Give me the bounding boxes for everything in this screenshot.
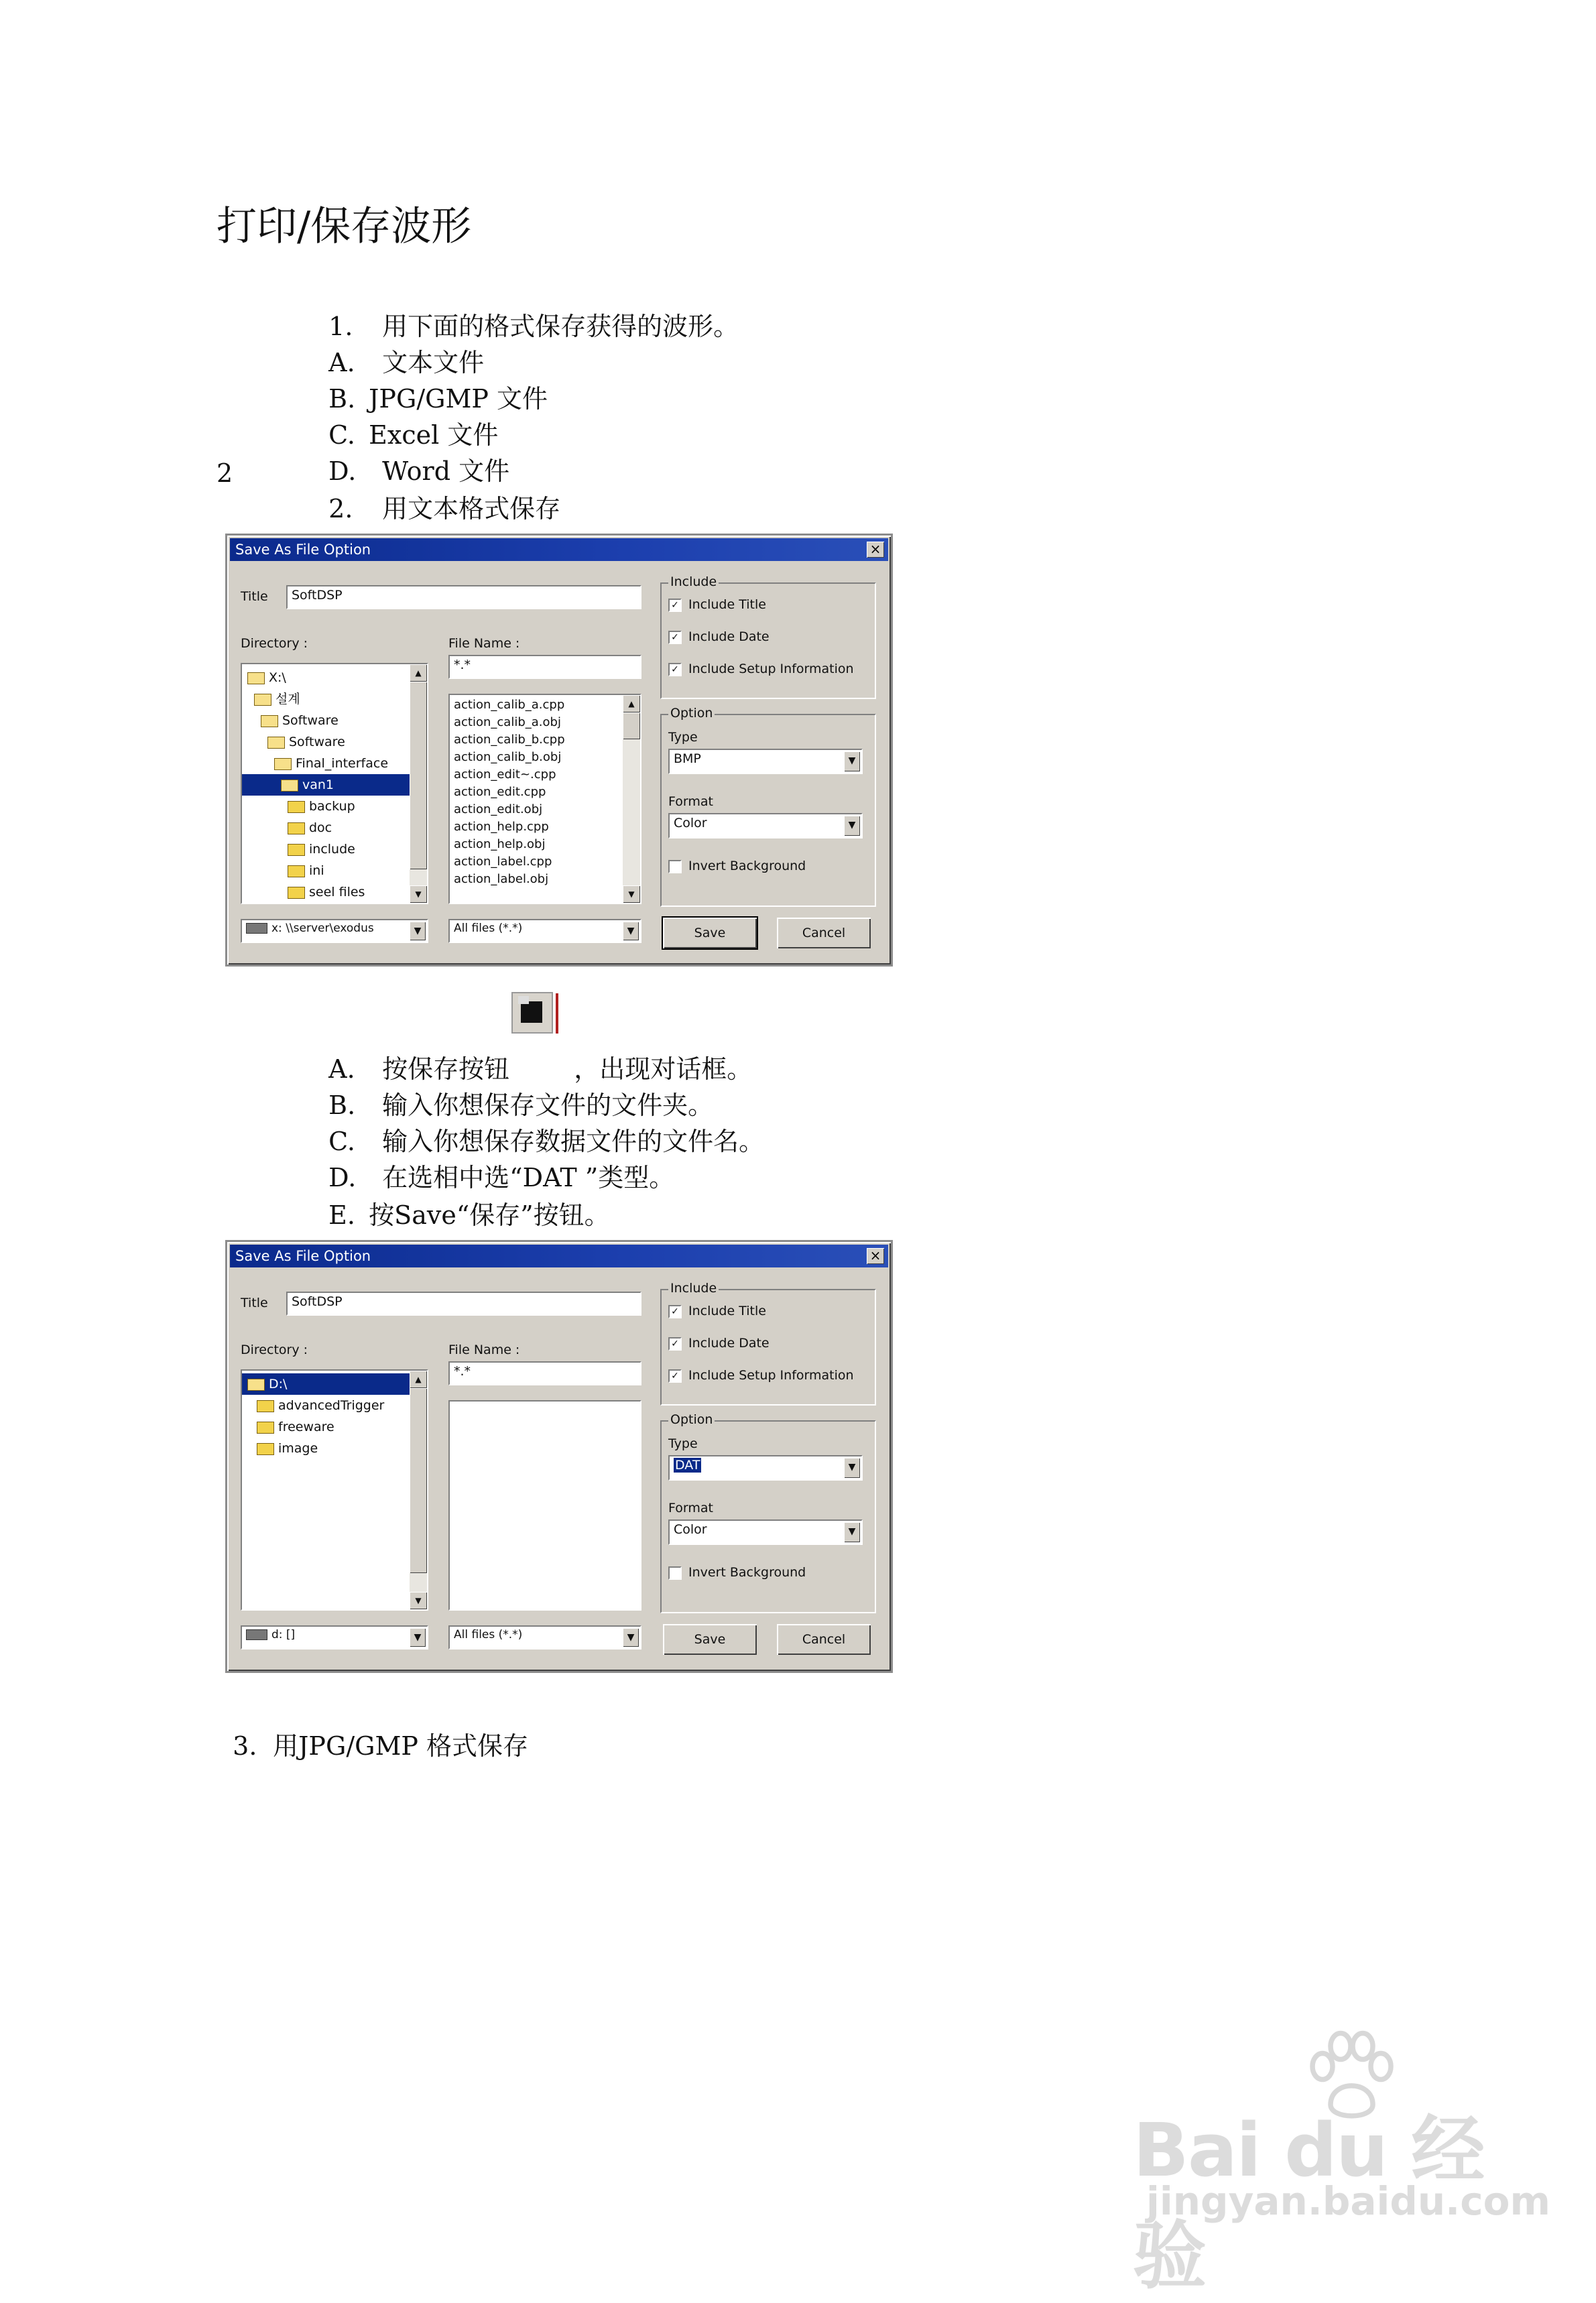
list-item-2: [312, 458, 560, 525]
step-text: 按Save“保存”按钮。: [369, 1200, 610, 1230]
chevron-down-icon[interactable]: ▼: [623, 922, 639, 940]
sub-text: JPG/GMP 文件: [369, 384, 548, 414]
checkbox-label: Include Title: [688, 597, 766, 612]
floppy-disk-shape: [521, 1001, 542, 1023]
step-e: [312, 1165, 610, 1231]
chevron-down-icon[interactable]: ▼: [844, 1458, 860, 1478]
sub-text: Excel 文件: [369, 420, 499, 450]
format-select[interactable]: [668, 1519, 863, 1545]
directory-label: Directory :: [241, 636, 308, 651]
file-item[interactable]: action_calib_a.cpp: [454, 698, 565, 712]
directory-item[interactable]: [242, 688, 427, 710]
directory-item[interactable]: [242, 1416, 427, 1438]
checkbox-icon: ✓: [668, 1305, 682, 1318]
drive-select[interactable]: [241, 919, 428, 943]
filter-value: All files (*.*): [454, 922, 523, 935]
file-item[interactable]: action_label.cpp: [454, 855, 552, 869]
format-label: Format: [668, 1501, 713, 1515]
folder-open-icon: [247, 1379, 265, 1391]
file-item[interactable]: action_help.obj: [454, 837, 546, 851]
drive-select[interactable]: [241, 1625, 428, 1650]
watermark-brand: Bai du 经验: [1133, 2107, 1484, 2299]
directory-item[interactable]: [242, 710, 427, 731]
baidu-watermark: [1133, 2024, 1550, 2299]
folder-open-icon: [267, 737, 285, 749]
folder-icon: [288, 801, 305, 813]
scroll-up-icon[interactable]: ▲: [623, 695, 640, 712]
step-marker: E.: [328, 1200, 355, 1230]
option-group-title: Option: [668, 1412, 715, 1427]
directory-item[interactable]: [242, 1395, 427, 1416]
save-button[interactable]: Save: [663, 918, 757, 948]
directory-item-selected[interactable]: [242, 1373, 410, 1395]
checkbox-icon: [668, 1566, 682, 1580]
format-select[interactable]: [668, 813, 863, 838]
folder-open-icon: [281, 780, 298, 792]
include-date-checkbox[interactable]: [668, 1336, 770, 1351]
drive-value: x: \\server\exodus: [271, 922, 374, 935]
list-marker: 3.: [233, 1731, 257, 1761]
folder-icon: [257, 1443, 274, 1455]
directory-item[interactable]: [242, 1438, 427, 1459]
step-text: 在选相中选“DAT ”类型。: [382, 1163, 675, 1192]
chevron-down-icon[interactable]: ▼: [844, 1522, 860, 1542]
directory-item[interactable]: [242, 753, 427, 774]
save-floppy-icon: [511, 992, 553, 1034]
checkbox-icon: [668, 860, 682, 873]
watermark-url: jingyan.baidu.com: [1146, 2178, 1550, 2224]
include-setup-checkbox[interactable]: [668, 1368, 854, 1383]
folder-open-icon: [274, 758, 292, 770]
folder-icon: [257, 1422, 274, 1434]
step-text: 输入你想保存文件的文件夹。: [382, 1091, 714, 1120]
directory-label: Directory :: [241, 1343, 308, 1357]
step-text: ，出现对话框。: [574, 1054, 753, 1084]
include-title-checkbox[interactable]: [668, 1304, 766, 1318]
file-list[interactable]: [448, 1400, 641, 1611]
dialog-title: Save As File Option: [235, 542, 371, 558]
directory-name: ini: [309, 863, 324, 878]
directory-item[interactable]: [242, 667, 427, 688]
directory-item[interactable]: [242, 881, 427, 903]
directory-name: doc: [309, 820, 332, 835]
folder-icon: [288, 822, 305, 834]
scroll-thumb[interactable]: [623, 712, 640, 739]
folder-icon: [288, 887, 305, 899]
directory-list[interactable]: [241, 1369, 428, 1611]
save-as-dialog-2: [225, 1240, 893, 1673]
checkbox-label: Include Title: [688, 1304, 766, 1318]
cancel-button[interactable]: Cancel: [777, 918, 871, 948]
directory-item[interactable]: [242, 838, 427, 860]
directory-name: Software: [289, 735, 345, 749]
scroll-down-icon[interactable]: ▼: [410, 885, 427, 903]
include-title-checkbox[interactable]: [668, 597, 766, 612]
page-title: 打印/保存波形: [217, 203, 472, 250]
step-marker: A.: [328, 1054, 355, 1084]
title-input[interactable]: SoftDSP: [286, 1292, 641, 1316]
include-group-title: Include: [668, 574, 719, 589]
dialog-titlebar: [230, 538, 888, 561]
directory-name: Software: [282, 713, 339, 728]
file-item[interactable]: action_edit.cpp: [454, 785, 546, 799]
folder-icon: [288, 844, 305, 856]
floppy-label-shape: [518, 996, 529, 1004]
list-marker: 1.: [328, 312, 353, 341]
scroll-down-icon[interactable]: ▼: [623, 885, 640, 903]
directory-list[interactable]: [241, 663, 428, 904]
step-marker: B.: [328, 1091, 356, 1120]
file-type-filter-select[interactable]: [448, 919, 641, 943]
include-group-title: Include: [668, 1281, 719, 1296]
directory-name: Final_interface: [296, 756, 389, 771]
type-value: BMP: [674, 751, 701, 766]
checkbox-label: Invert Background: [688, 859, 806, 873]
sub-marker: C.: [328, 420, 355, 450]
scroll-down-icon[interactable]: ▼: [410, 1592, 427, 1609]
drive-icon: [246, 923, 267, 934]
file-type-filter-select[interactable]: [448, 1625, 641, 1650]
drive-value: d: []: [271, 1628, 296, 1641]
format-value: Color: [674, 816, 707, 830]
file-name-input[interactable]: *.*: [448, 655, 641, 679]
checkbox-label: Invert Background: [688, 1565, 806, 1580]
dialog-title: Save As File Option: [235, 1248, 371, 1264]
include-group: [660, 1281, 876, 1406]
title-input[interactable]: SoftDSP: [286, 585, 641, 609]
directory-name: X:\: [269, 670, 286, 685]
step-marker: C.: [328, 1127, 355, 1156]
type-label: Type: [668, 730, 698, 745]
folder-icon: [288, 865, 305, 877]
checkbox-icon: ✓: [668, 1369, 682, 1383]
type-select[interactable]: [668, 1455, 863, 1481]
include-group: [660, 574, 876, 699]
chevron-down-icon[interactable]: ▼: [623, 1628, 639, 1647]
file-item[interactable]: action_calib_b.obj: [454, 750, 562, 764]
drive-icon: [246, 1629, 267, 1640]
file-item[interactable]: action_help.cpp: [454, 820, 549, 834]
file-item[interactable]: action_edit~.cpp: [454, 767, 556, 782]
file-item[interactable]: action_label.obj: [454, 872, 549, 886]
scroll-up-icon[interactable]: ▲: [410, 664, 427, 682]
scroll-thumb[interactable]: [410, 682, 427, 869]
title-label: Title: [241, 1296, 268, 1310]
scroll-up-icon[interactable]: ▲: [410, 1371, 427, 1388]
type-label: Type: [668, 1436, 698, 1451]
checkbox-label: Include Date: [688, 1336, 770, 1351]
invert-background-checkbox[interactable]: [668, 1565, 806, 1580]
stray-margin-number: 2: [217, 458, 233, 488]
invert-background-checkbox[interactable]: [668, 859, 806, 873]
close-button[interactable]: ×: [867, 542, 884, 558]
sub-marker: A.: [328, 348, 355, 377]
directory-name: freeware: [278, 1420, 334, 1434]
scroll-thumb[interactable]: [410, 1388, 427, 1573]
directory-scrollbar[interactable]: [410, 1371, 427, 1609]
directory-scrollbar[interactable]: [410, 664, 427, 903]
option-group: [660, 1412, 876, 1613]
folder-icon: [257, 1400, 274, 1412]
chevron-down-icon[interactable]: ▼: [410, 1628, 426, 1647]
file-item[interactable]: action_calib_b.cpp: [454, 733, 565, 747]
cancel-button[interactable]: Cancel: [777, 1624, 871, 1655]
format-value: Color: [674, 1522, 707, 1537]
directory-item-selected[interactable]: [242, 774, 410, 796]
directory-item[interactable]: [242, 796, 427, 817]
step-text: 输入你想保存数据文件的文件名。: [382, 1127, 765, 1156]
chevron-down-icon[interactable]: ▼: [844, 816, 860, 836]
checkbox-icon: ✓: [668, 663, 682, 676]
directory-name: backup: [309, 799, 355, 814]
title-label: Title: [241, 589, 268, 604]
directory-name: 설계: [275, 692, 300, 706]
list-text: 用JPG/GMP 格式保存: [273, 1731, 529, 1761]
save-button[interactable]: Save: [663, 1624, 757, 1655]
type-value: DAT: [675, 1458, 700, 1473]
list-item-3: [217, 1696, 528, 1762]
directory-name: seel files: [309, 885, 365, 899]
directory-item[interactable]: [242, 860, 427, 881]
file-scrollbar[interactable]: [623, 695, 640, 903]
step-text: 按保存按钮: [382, 1054, 510, 1084]
sub-text: Word 文件: [382, 456, 510, 486]
directory-item[interactable]: [242, 817, 427, 838]
file-list[interactable]: [448, 694, 641, 904]
directory-name: image: [278, 1441, 318, 1456]
close-button[interactable]: ×: [867, 1248, 884, 1264]
option-group: [660, 706, 876, 907]
file-name-label: File Name :: [448, 636, 520, 651]
option-group-title: Option: [668, 706, 715, 721]
checkbox-label: Include Date: [688, 629, 770, 644]
file-item[interactable]: action_calib_a.obj: [454, 715, 561, 729]
directory-item[interactable]: [242, 731, 427, 753]
file-name-input[interactable]: *.*: [448, 1361, 641, 1385]
sub-text: 文本文件: [382, 348, 485, 377]
chevron-down-icon[interactable]: ▼: [844, 751, 860, 771]
checkbox-label: Include Setup Information: [688, 1368, 854, 1383]
checkbox-label: Include Setup Information: [688, 662, 854, 676]
directory-name: include: [309, 842, 355, 857]
format-label: Format: [668, 794, 713, 809]
directory-name: advancedTrigger: [278, 1398, 385, 1413]
type-select[interactable]: [668, 749, 863, 774]
directory-name: van1: [302, 777, 334, 792]
checkbox-icon: ✓: [668, 631, 682, 644]
directory-name: D:\: [269, 1377, 288, 1391]
checkbox-icon: ✓: [668, 1337, 682, 1351]
file-item[interactable]: action_edit.obj: [454, 802, 543, 816]
floppy-red-bar: [556, 993, 558, 1034]
step-marker: D.: [328, 1163, 357, 1192]
folder-open-icon: [247, 672, 265, 684]
list-text: 用文本格式保存: [382, 494, 561, 523]
save-as-dialog-1: [225, 534, 893, 967]
sub-marker: B.: [328, 384, 356, 414]
file-name-label: File Name :: [448, 1343, 520, 1357]
dialog-titlebar: [230, 1245, 888, 1267]
sub-marker: D.: [328, 456, 357, 486]
include-setup-checkbox[interactable]: [668, 662, 854, 676]
folder-open-icon: [254, 694, 271, 706]
list-marker: 2.: [328, 494, 353, 523]
include-date-checkbox[interactable]: [668, 629, 770, 644]
chevron-down-icon[interactable]: ▼: [410, 922, 426, 940]
filter-value: All files (*.*): [454, 1628, 523, 1641]
folder-open-icon: [261, 715, 278, 727]
checkbox-icon: ✓: [668, 599, 682, 612]
list-text: 用下面的格式保存获得的波形。: [382, 312, 739, 341]
